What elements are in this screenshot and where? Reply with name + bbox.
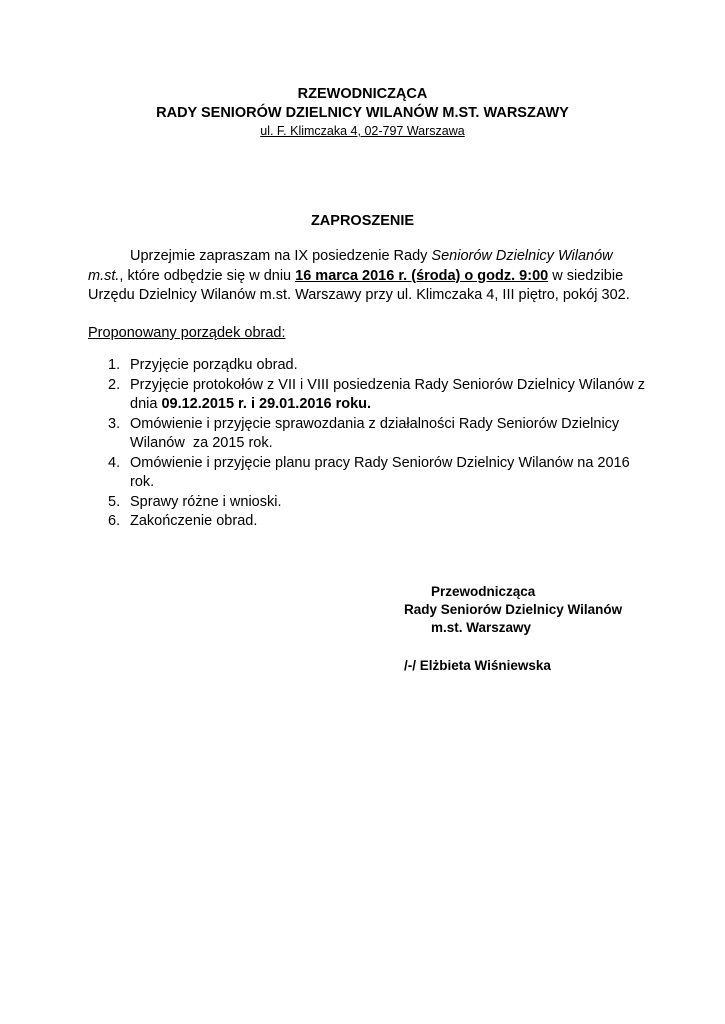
agenda-item-text: Sprawy różne i wnioski. xyxy=(130,493,282,510)
agenda-item xyxy=(88,415,648,454)
letterhead xyxy=(0,85,725,140)
agenda-item-text: Zakończenie obrad. xyxy=(130,513,258,529)
agenda-item xyxy=(88,512,648,532)
agenda-item-number: 4. xyxy=(108,454,121,471)
agenda-item xyxy=(88,454,648,493)
intro-text-2: , które odbędzie się w dniu xyxy=(119,267,296,284)
intro-text-3: w siedzibie Urzędu Dzielnicy Wilanów m.st. Warszawy przy ul. Klimczaka 4, III piętro, pokój 302. xyxy=(88,267,630,303)
agenda-item xyxy=(88,356,648,376)
letterhead-title: RZEWODNICZĄCA xyxy=(297,86,428,102)
agenda-item-number: 3. xyxy=(108,415,121,432)
agenda-item-number: 1. xyxy=(108,357,121,373)
agenda-item-dates: 09.12.2015 r. i 29.01.2016 roku. xyxy=(161,396,372,412)
agenda-list xyxy=(88,356,648,532)
letterhead-address: ul. F. Klimczaka 4, 02-797 Warszawa xyxy=(260,124,465,138)
agenda-item-number: 6. xyxy=(108,513,121,529)
letterhead-organization: RADY SENIORÓW DZIELNICY WILANÓW M.ST. WARSZAWY xyxy=(156,105,569,121)
agenda-item-text: Omówienie i przyjęcie planu pracy Rady Seniorów Dzielnicy Wilanów na 2016 rok. xyxy=(130,454,630,490)
intro-text-1: Uprzejmie zapraszam na IX posiedzenie Rady xyxy=(130,248,432,264)
agenda-heading: Proponowany porządek obrad: xyxy=(88,325,286,341)
signature-organization: Rady Seniorów Dzielnicy Wilanów xyxy=(404,602,623,617)
agenda-item xyxy=(88,376,648,415)
intro-italic: Seniorów Dzielnicy Wilanów m.st. xyxy=(88,248,613,284)
meeting-date-time: 16 marca 2016 r. (środa) o godz. 9:00 xyxy=(295,267,549,284)
agenda-item xyxy=(88,493,648,513)
agenda-item-number: 2. xyxy=(108,376,121,393)
agenda-item-text: Omówienie i przyjęcie sprawozdania z działalności Rady Seniorów Dzielnicy Wilanów za 2015 rok. xyxy=(130,415,624,451)
signature-block xyxy=(404,583,622,675)
agenda-item-text: Przyjęcie porządku obrad. xyxy=(130,357,298,373)
agenda-item-text: Przyjęcie protokołów z VII i VIII posiedzenia Rady Seniorów Dzielnicy Wilanów z dnia xyxy=(130,376,645,412)
signature-name: /-/ Elżbieta Wiśniewska xyxy=(404,658,551,673)
agenda-item-number: 5. xyxy=(108,493,121,510)
document-title: ZAPROSZENIE xyxy=(310,213,415,229)
invitation-paragraph xyxy=(88,247,648,306)
signature-role: Przewodnicząca xyxy=(431,584,536,599)
signature-city: m.st. Warszawy xyxy=(431,620,532,635)
